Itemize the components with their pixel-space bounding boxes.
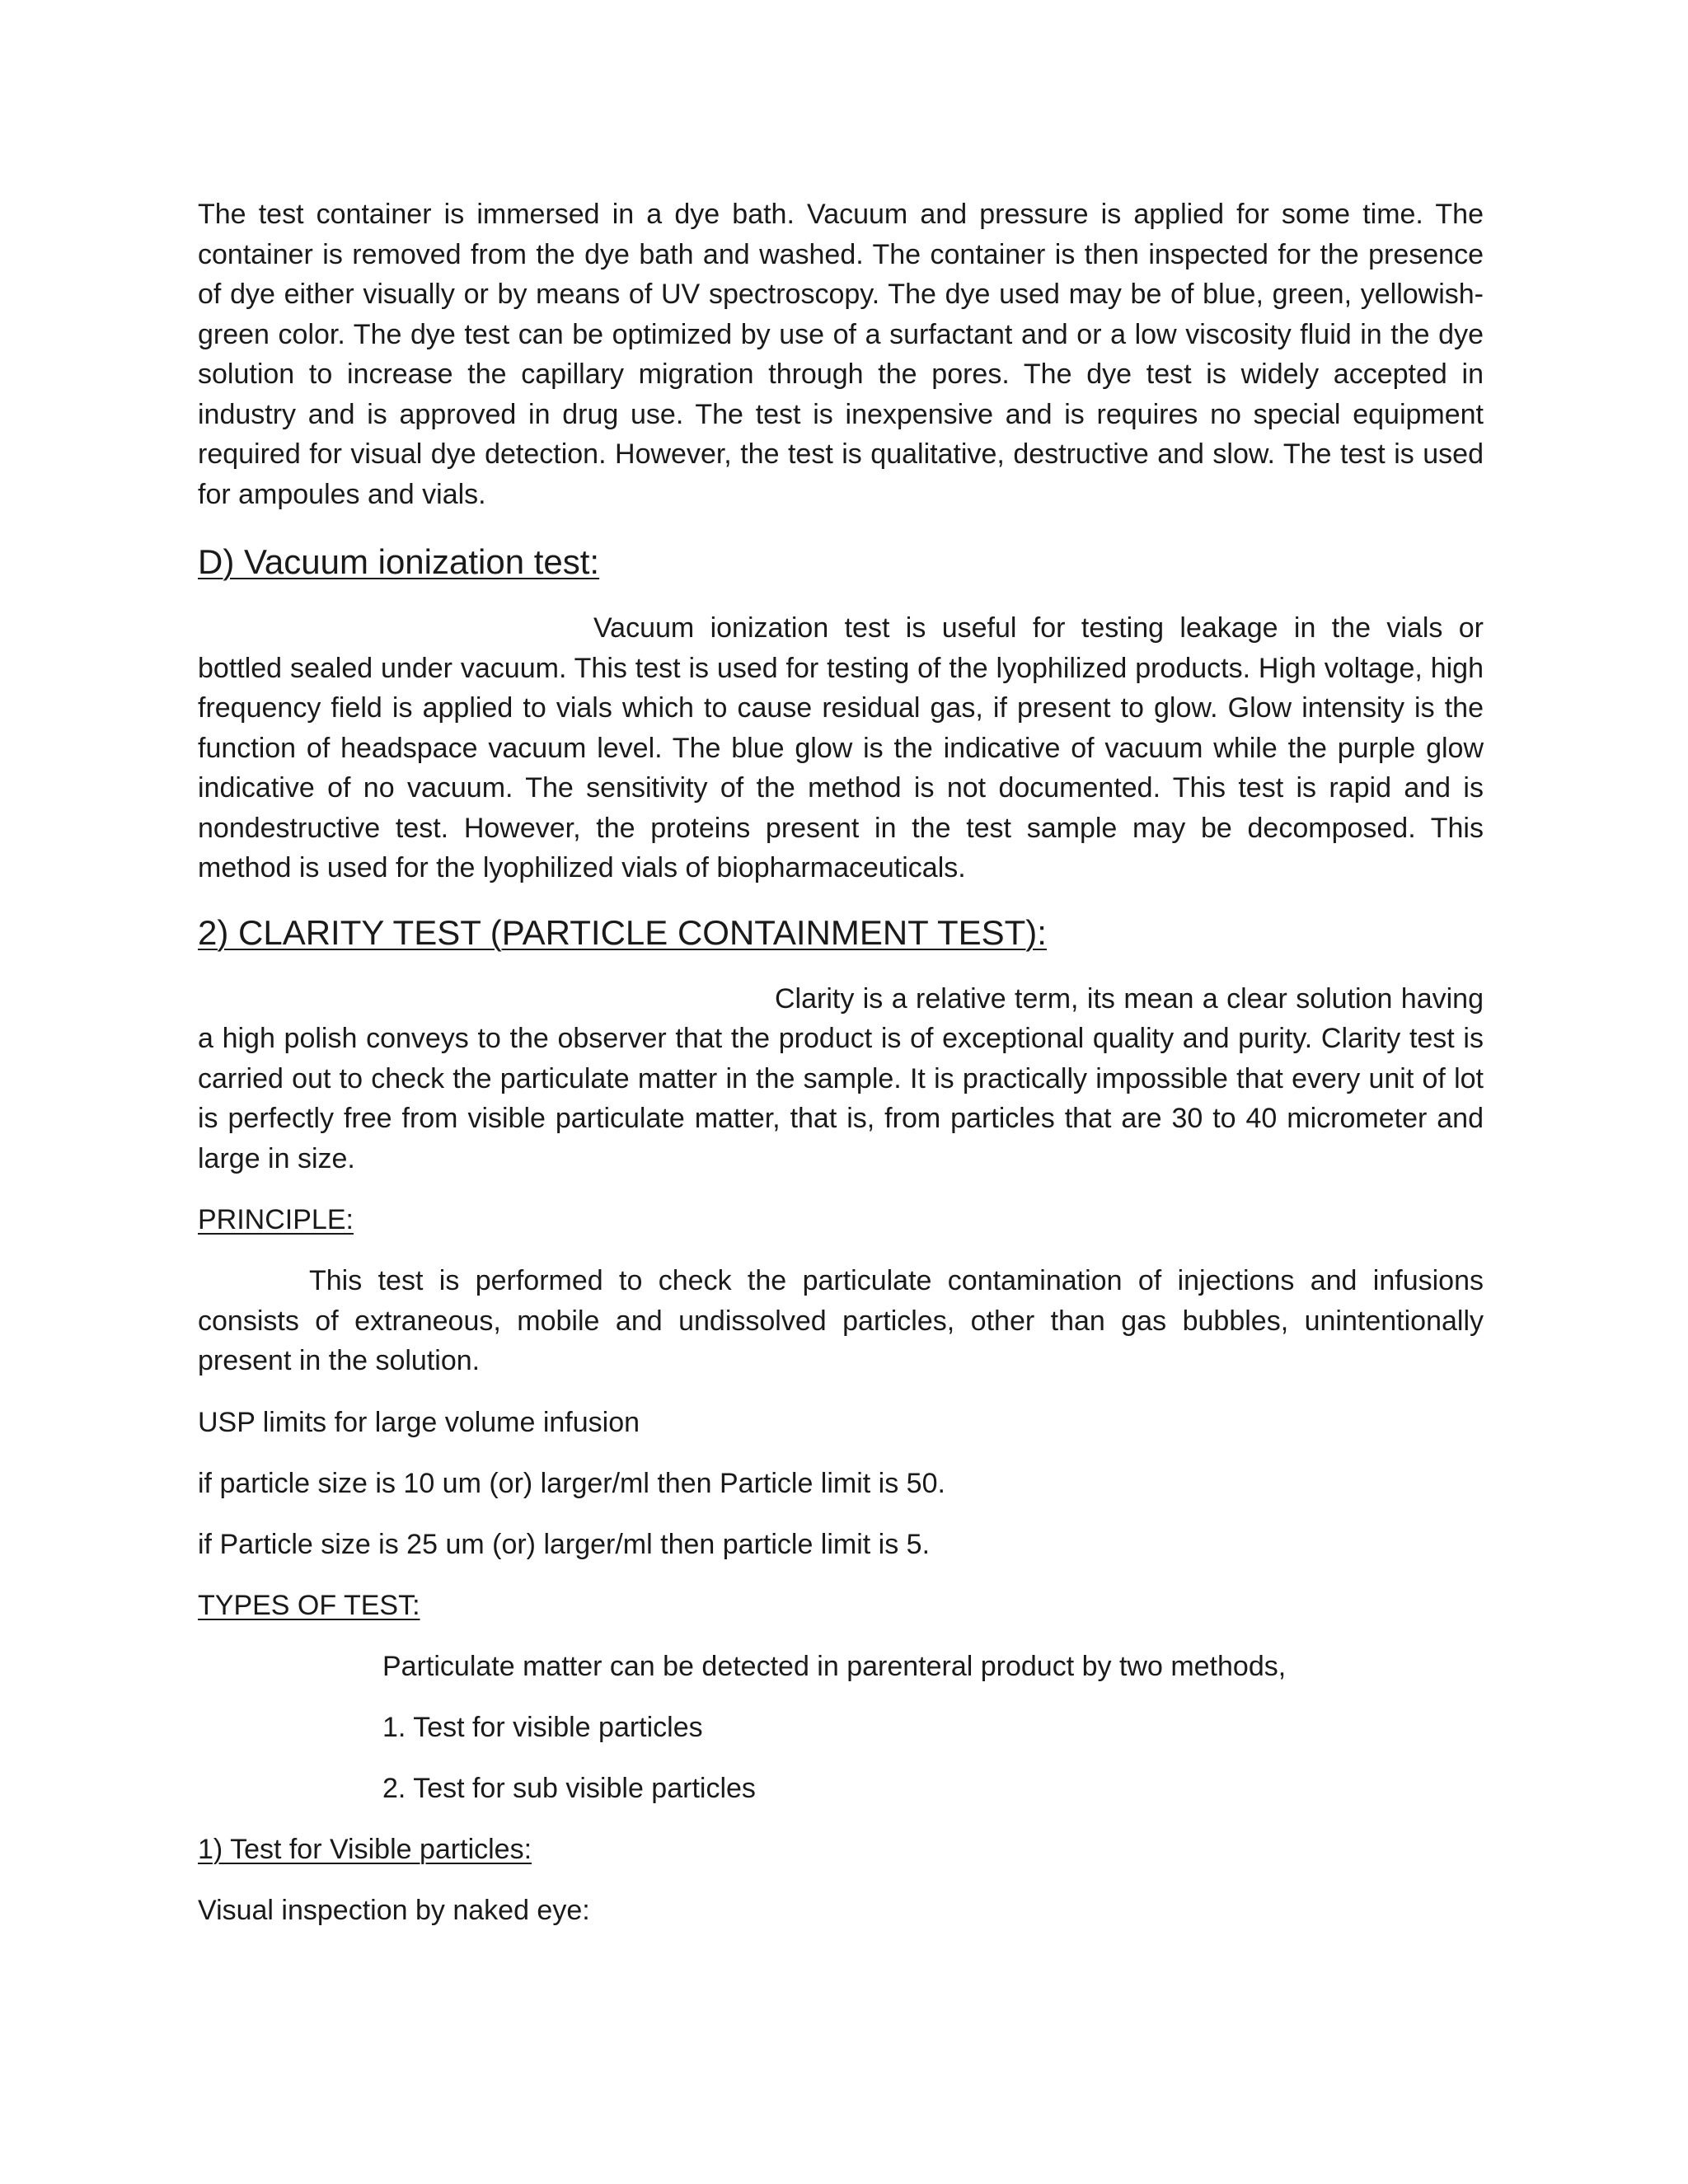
principle-paragraph: This test is performed to check the particulate contamination of injections and infusions consists of extraneous, mobile and undissolved particles, other than gas bubbles, unintentionally present in the solution. (198, 1265, 1484, 1376)
types-of-test-item-1: 1. Test for visible particles (382, 1711, 703, 1743)
vacuum-ionization-paragraph: Vacuum ionization test is useful for testing leakage in the vials or bottled sealed under vacuum. This test is used for testing of the lyophilized products. High voltage, high frequency field is applied to vials which to cause residual gas, if present to glow. Glow intensity is the function of headspace vacuum level. The blue glow is the indicative of vacuum while the purple glow indicative of no vacuum. The sensitivity of the method is not documented. This test is rapid and is nondestructive test. However, the proteins present in the test sample may be decomposed. This method is used for the lyophilized vials of biopharmaceuticals. (198, 612, 1484, 883)
clarity-test-paragraph: Clarity is a relative term, its mean a clear solution having a high polish conveys to the observer that the product is of exceptional quality and purity. Clarity test is carried out to check the particulate matter in the sample. It is practically impossible that every unit of lot is perfectly free from visible particulate matter, that is, from particles that are 30 to 40 micrometer and large in size. (198, 982, 1484, 1174)
types-of-test-item-2: 2. Test for sub visible particles (382, 1772, 756, 1804)
visual-inspection-line: Visual inspection by naked eye: (198, 1894, 590, 1926)
principle-heading: PRINCIPLE: (198, 1204, 354, 1235)
types-of-test-heading: TYPES OF TEST: (198, 1589, 420, 1621)
dye-test-paragraph: The test container is immersed in a dye bath. Vacuum and pressure is applied for some time. The container is removed from the dye bath and washed. The container is then inspected for the presence of dye either visually or by means of UV spectroscopy. The dye used may be of blue, green, yellowish-green color. The dye test can be optimized by use of a surfactant and or a low viscosity fluid in the dye solution to increase the capillary migration through the pores. The dye test is widely accepted in industry and is approved in drug use. The test is inexpensive and is requires no special equipment required for visual dye detection. However, the test is qualitative, destructive and slow. The test is used for ampoules and vials. (198, 199, 1484, 510)
types-of-test-intro: Particulate matter can be detected in parenteral product by two methods, (382, 1650, 1287, 1682)
usp-limit-line-1: if particle size is 10 um (or) larger/ml then Particle limit is 50. (198, 1467, 945, 1499)
visible-particles-heading: 1) Test for Visible particles: (198, 1833, 532, 1865)
vacuum-ionization-heading: D) Vacuum ionization test: (198, 542, 600, 581)
usp-limits-title: USP limits for large volume infusion (198, 1406, 640, 1438)
document-page (198, 194, 1484, 1930)
usp-limit-line-2: if Particle size is 25 um (or) larger/ml then particle limit is 5. (198, 1528, 931, 1560)
clarity-test-heading: 2) CLARITY TEST (PARTICLE CONTAINMENT TEST): (198, 912, 1047, 952)
